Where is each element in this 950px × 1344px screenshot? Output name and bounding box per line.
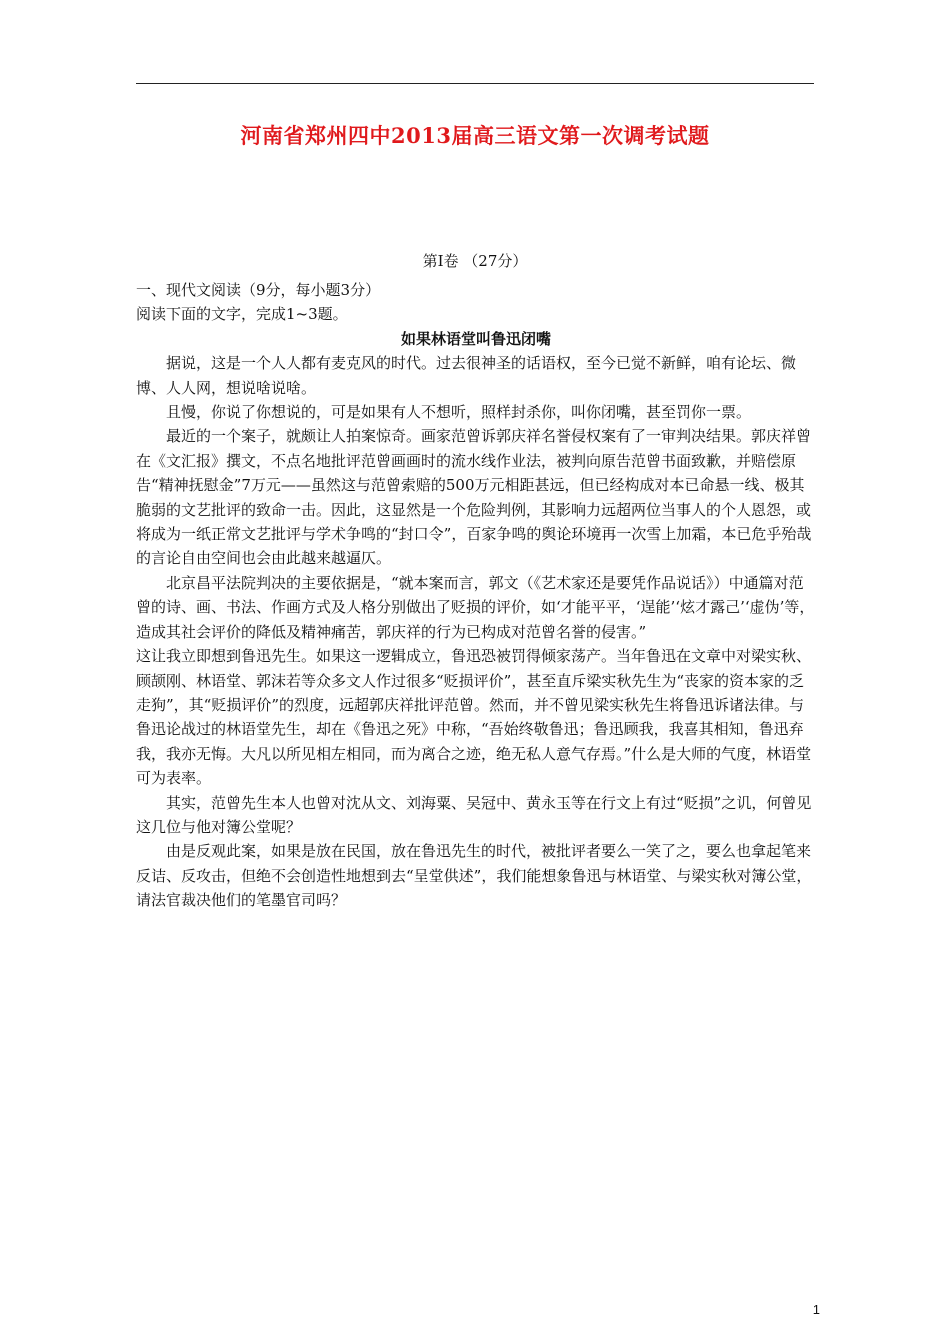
paragraph: 且慢，你说了你想说的，可是如果有人不想听，照样封杀你，叫你闭嘴，甚至罚你一票。 — [166, 403, 752, 422]
paragraph: 据说，这是一个人人都有麦克风的时代。过去很神圣的话语权，至今已觉不新鲜，咱有论坛、微博、人人网，想说啥说啥。 — [136, 354, 797, 397]
paragraph: 这让我立即想到鲁迅先生。如果这一逻辑成立，鲁迅恐被罚得倾家荡产。当年鲁迅在文章中对梁实秋、顾颉刚、林语堂、郭沫若等众多文人作过很多“贬损评价”，甚至直斥梁实秋先生为“丧家的资本家的乏走狗”，其“贬损评价”的烈度，远超郭庆祥批评范曾。然而，并不曾见梁实秋先生将鲁迅诉诸法律。与鲁迅论战过的林语堂先生，却在《鲁迅之死》中称，“吾始终敬鲁迅；鲁迅顾我，我喜其相知，鲁迅弃我，我亦无悔。大凡以所见相左相同，而为离合之迹，绝无私人意气存焉。”什么是大师的气度，林语堂可为表率。 — [136, 647, 812, 788]
article-title: 如果林语堂叫鲁迅闭嘴 — [400, 329, 551, 348]
header-rule — [136, 83, 814, 84]
part-heading: 一、现代文阅读（9分，每小题3分） — [136, 281, 381, 299]
section-header: 第Ⅰ卷 （27分） — [422, 252, 528, 270]
paragraph: 北京昌平法院判决的主要依据是，“就本案而言，郭文（《艺术家还是要凭作品说话》）中通篇对范曾的诗、画、书法、作画方式及人格分别做出了贬损的评价，如‘才能平平，‘逞能’‘炫才露己’‘虚伪’等，造成其社会评价的降低及精神痛苦，郭庆祥的行为已构成对范曾名誉的侵害。” — [136, 573, 815, 641]
paragraph: 其实，范曾先生本人也曾对沈从文、刘海粟、吴冠中、黄永玉等在行文上有过“贬损”之讥，何曾见这几位与他对簿公堂呢？ — [136, 793, 812, 836]
reading-instruction: 阅读下面的文字，完成1~3题。 — [136, 305, 348, 324]
document-body — [136, 278, 816, 913]
page-number: 1 — [812, 1302, 820, 1317]
paragraph: 由是反观此案，如果是放在民国，放在鲁迅先生的时代，被批评者要么一笑了之，要么也拿起笔来反诘、反攻击，但绝不会创造性地想到去“呈堂供述”，我们能想象鲁迅与林语堂、与梁实秋对簿公堂，请法官裁决他们的笔墨官司吗？ — [136, 842, 812, 910]
document-title: 河南省郑州四中2013届高三语文第一次调考试题 — [240, 123, 710, 148]
paragraph: 最近的一个案子，就颇让人拍案惊奇。画家范曾诉郭庆祥名誉侵权案有了一审判决结果。郭庆祥曾在《文汇报》撰文，不点名地批评范曾画画时的流水线作业法，被判向原告范曾书面致歉，并赔偿原告“精神抚慰金”7万元——虽然这与范曾索赔的500万元相距甚远，但已经构成对本已命悬一线、极其脆弱的文艺批评的致命一击。因此，这显然是一个危险判例，其影响力远超两位当事人的个人恩怨，或将成为一纸正常文艺批评与学术争鸣的“封口令”，百家争鸣的舆论环境再一次雪上加霜，本已危乎殆哉的言论自由空间也会由此越来越逼仄。 — [136, 427, 812, 568]
